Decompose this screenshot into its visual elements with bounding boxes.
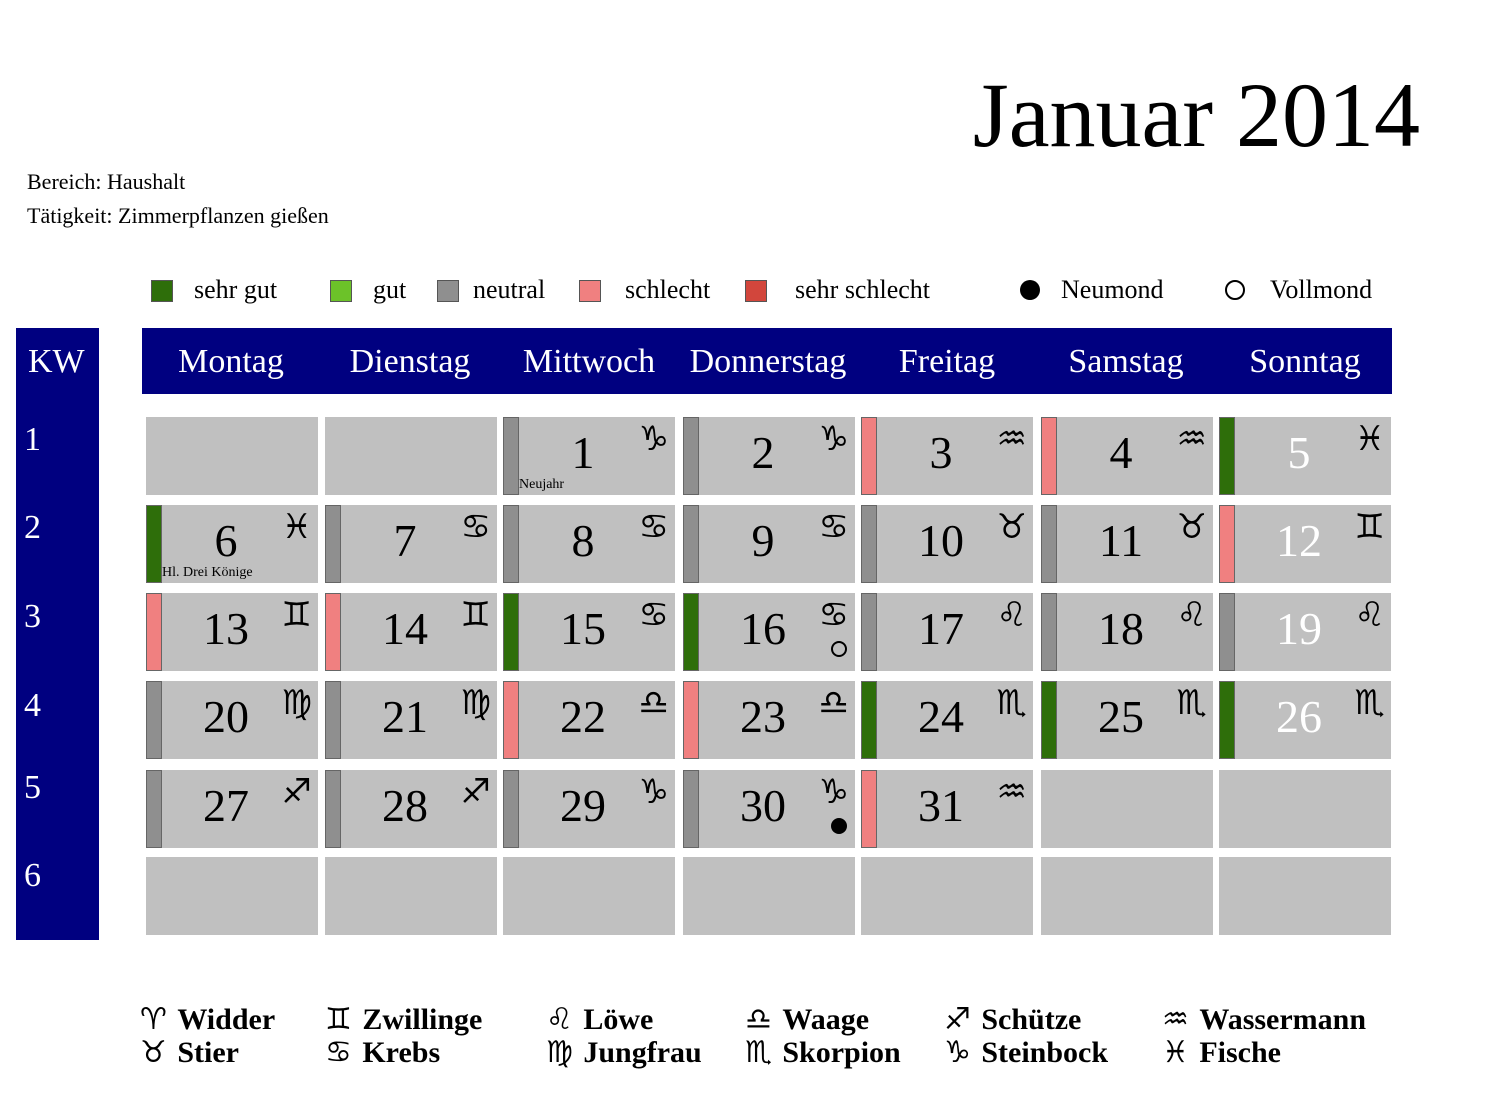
zodiac-sign-icon: ♊ [281, 595, 312, 635]
zodiac-sign-icon: ♋ [818, 507, 849, 547]
zodiac-sign-icon: ♏ [996, 683, 1027, 723]
day-cell[interactable] [146, 593, 318, 671]
zodiac-glyph-icon: ♑ [944, 1035, 982, 1070]
empty-day-cell [683, 857, 855, 935]
day-cell[interactable] [683, 417, 855, 495]
zodiac-name: Wassermann [1199, 1003, 1367, 1036]
rating-bar [503, 593, 519, 671]
zodiac-glyph-icon: ♌ [546, 1002, 584, 1037]
zodiac-name: Jungfrau [583, 1036, 702, 1069]
legend-label-schlecht: schlecht [625, 275, 711, 304]
day-cell[interactable] [1219, 505, 1391, 583]
holiday-label: Neujahr [519, 477, 565, 492]
day-number: 27 [203, 780, 249, 831]
zodiac-legend-item [1162, 1036, 1281, 1070]
new-moon-icon [831, 818, 847, 834]
zodiac-sign-icon: ♋ [460, 507, 491, 547]
zodiac-legend-item [140, 1036, 239, 1070]
day-cell[interactable] [325, 770, 497, 848]
day-number: 16 [740, 603, 786, 654]
day-number: 1 [571, 427, 595, 478]
day-number: 2 [751, 427, 775, 478]
day-number: 14 [382, 603, 428, 654]
rating-bar [325, 770, 341, 848]
weekday-samstag: Samstag [1068, 343, 1184, 380]
zodiac-sign-icon: ♓ [281, 507, 312, 547]
day-cell[interactable] [861, 681, 1033, 759]
zodiac-legend-item [745, 1036, 901, 1070]
zodiac-name: Zwillinge [362, 1003, 483, 1036]
zodiac-sign-icon: ♏ [1176, 683, 1207, 723]
zodiac-legend-item [745, 1003, 869, 1037]
zodiac-glyph-icon: ♐ [944, 1002, 982, 1037]
rating-bar [861, 417, 877, 495]
zodiac-sign-icon: ♎ [818, 683, 849, 723]
empty-day-cell [1219, 770, 1391, 848]
empty-day-cell [861, 857, 1033, 935]
rating-bar [861, 505, 877, 583]
rating-bar [1041, 417, 1057, 495]
day-cell[interactable] [325, 681, 497, 759]
day-cell[interactable] [861, 593, 1033, 671]
rating-bar [861, 593, 877, 671]
full-moon-icon [1225, 280, 1245, 300]
week-number: 4 [24, 687, 41, 724]
rating-bar [683, 593, 699, 671]
bereich-label: Bereich: Haushalt [27, 169, 186, 194]
day-number: 30 [740, 780, 786, 831]
legend-label-sehr-schlecht: sehr schlecht [795, 275, 931, 304]
day-number: 18 [1098, 603, 1144, 654]
day-cell[interactable] [1041, 417, 1213, 495]
legend-label-vollmond: Vollmond [1270, 275, 1373, 304]
rating-legend [0, 270, 1489, 310]
zodiac-sign-icon: ♍ [460, 683, 491, 723]
zodiac-sign-icon: ♑ [638, 419, 669, 459]
day-number: 29 [560, 780, 606, 831]
zodiac-sign-icon: ♋ [818, 595, 849, 635]
zodiac-legend-item [546, 1036, 702, 1070]
rating-bar [861, 770, 877, 848]
day-number: 5 [1287, 427, 1311, 478]
rating-bar [1041, 505, 1057, 583]
rating-bar [1219, 417, 1235, 495]
day-cell[interactable] [861, 417, 1033, 495]
empty-day-cell [325, 857, 497, 935]
day-cell[interactable] [503, 505, 675, 583]
day-number: 12 [1276, 515, 1322, 566]
zodiac-sign-icon: ♋ [638, 507, 669, 547]
day-number: 19 [1276, 603, 1322, 654]
rating-bar [1041, 681, 1057, 759]
zodiac-glyph-icon: ♈ [140, 1002, 178, 1037]
day-cell[interactable] [861, 505, 1033, 583]
zodiac-sign-icon: ♊ [460, 595, 491, 635]
day-number: 9 [751, 515, 775, 566]
zodiac-sign-icon: ♓ [1354, 419, 1385, 459]
day-cell[interactable] [146, 681, 318, 759]
zodiac-legend-item [944, 1036, 1108, 1070]
zodiac-glyph-icon: ♍ [546, 1035, 584, 1070]
zodiac-legend-item [1162, 1003, 1366, 1037]
zodiac-sign-icon: ♉ [1176, 507, 1207, 547]
zodiac-name: Widder [177, 1003, 276, 1036]
rating-bar [503, 417, 519, 495]
day-cell[interactable] [503, 681, 675, 759]
legend-label-neutral: neutral [473, 275, 546, 304]
zodiac-glyph-icon: ♓ [1162, 1035, 1200, 1070]
legend-swatch-gut [330, 280, 352, 302]
day-cell[interactable] [325, 593, 497, 671]
zodiac-glyph-icon: ♊ [325, 1002, 363, 1037]
rating-bar [861, 681, 877, 759]
holiday-label: Hl. Drei Könige [162, 565, 253, 580]
new-moon-icon [1020, 280, 1040, 300]
legend-swatch-schlecht [579, 280, 601, 302]
zodiac-sign-icon: ♑ [638, 772, 669, 812]
day-number: 17 [918, 603, 964, 654]
day-cell[interactable] [146, 770, 318, 848]
rating-bar [1219, 505, 1235, 583]
zodiac-name: Krebs [362, 1036, 441, 1069]
rating-bar [1041, 593, 1057, 671]
zodiac-legend-item [140, 1003, 275, 1037]
day-number: 24 [918, 691, 964, 742]
zodiac-name: Schütze [981, 1003, 1082, 1036]
kw-header: KW [28, 343, 85, 380]
week-number: 5 [24, 769, 41, 806]
zodiac-sign-icon: ♐ [281, 772, 312, 812]
day-cell[interactable] [1219, 593, 1391, 671]
zodiac-name: Fische [1199, 1036, 1281, 1069]
day-cell[interactable] [503, 417, 675, 495]
day-number: 8 [571, 515, 595, 566]
zodiac-name: Steinbock [981, 1036, 1109, 1069]
legend-swatch-sehr-gut [151, 280, 173, 302]
rating-bar [503, 770, 519, 848]
day-number: 10 [918, 515, 964, 566]
rating-bar [683, 417, 699, 495]
day-cell[interactable] [1041, 681, 1213, 759]
day-cell[interactable] [1041, 593, 1213, 671]
weekday-montag: Montag [178, 343, 284, 380]
zodiac-legend-item [325, 1003, 482, 1037]
day-number: 25 [1098, 691, 1144, 742]
week-number: 1 [24, 421, 41, 458]
zodiac-sign-icon: ♋ [638, 595, 669, 635]
day-cell[interactable] [683, 681, 855, 759]
zodiac-sign-icon: ♏ [1354, 683, 1385, 723]
day-cell[interactable] [1219, 681, 1391, 759]
day-number: 21 [382, 691, 428, 742]
day-number: 7 [393, 515, 417, 566]
zodiac-sign-icon: ♒ [996, 772, 1027, 812]
zodiac-sign-icon: ♌ [996, 595, 1027, 635]
day-cell[interactable] [146, 505, 318, 583]
zodiac-glyph-icon: ♒ [1162, 1002, 1200, 1037]
rating-bar [325, 505, 341, 583]
legend-label-neumond: Neumond [1061, 275, 1164, 304]
zodiac-sign-icon: ♎ [638, 683, 669, 723]
rating-bar [146, 505, 162, 583]
zodiac-sign-icon: ♑ [818, 419, 849, 459]
day-number: 23 [740, 691, 786, 742]
zodiac-sign-icon: ♉ [996, 507, 1027, 547]
zodiac-name: Waage [782, 1003, 870, 1036]
week-number: 6 [24, 857, 41, 894]
day-number: 4 [1109, 427, 1133, 478]
weekday-mittwoch: Mittwoch [522, 343, 656, 380]
weekday-dienstag: Dienstag [349, 343, 471, 380]
rating-bar [146, 770, 162, 848]
day-number: 28 [382, 780, 428, 831]
legend-label-sehr-gut: sehr gut [194, 275, 278, 304]
rating-bar [1219, 681, 1235, 759]
day-number: 6 [214, 515, 238, 566]
zodiac-legend-item [944, 1003, 1081, 1037]
zodiac-sign-icon: ♍ [281, 683, 312, 723]
rating-bar [683, 505, 699, 583]
empty-day-cell [325, 417, 497, 495]
day-cell[interactable] [503, 593, 675, 671]
legend-label-gut: gut [373, 275, 407, 304]
empty-day-cell [146, 857, 318, 935]
taetigkeit-label: Tätigkeit: Zimmerpflanzen gießen [27, 203, 329, 228]
week-number: 2 [24, 509, 41, 546]
day-cell[interactable] [503, 770, 675, 848]
page-title: Januar 2014 [972, 64, 1420, 166]
zodiac-sign-icon: ♌ [1176, 595, 1207, 635]
day-cell[interactable] [861, 770, 1033, 848]
empty-day-cell [146, 417, 318, 495]
weekday-donnerstag: Donnerstag [689, 343, 847, 380]
empty-day-cell [1041, 770, 1213, 848]
empty-day-cell [1219, 857, 1391, 935]
day-number: 26 [1276, 691, 1322, 742]
empty-day-cell [1041, 857, 1213, 935]
day-number: 20 [203, 691, 249, 742]
empty-day-cell [503, 857, 675, 935]
weekday-freitag: Freitag [898, 343, 996, 380]
rating-bar [325, 593, 341, 671]
day-cell[interactable] [325, 505, 497, 583]
day-number: 31 [918, 780, 964, 831]
zodiac-legend-item [546, 1003, 653, 1037]
day-number: 22 [560, 691, 606, 742]
zodiac-sign-icon: ♐ [460, 772, 491, 812]
rating-bar [683, 681, 699, 759]
zodiac-glyph-icon: ♋ [325, 1035, 363, 1070]
day-cell[interactable] [683, 593, 855, 671]
full-moon-icon [831, 641, 847, 657]
rating-bar [503, 681, 519, 759]
zodiac-name: Stier [177, 1036, 239, 1069]
zodiac-name: Löwe [583, 1003, 654, 1036]
rating-bar [325, 681, 341, 759]
zodiac-sign-icon: ♊ [1354, 507, 1385, 547]
day-cell[interactable] [1041, 505, 1213, 583]
rating-bar [1219, 593, 1235, 671]
zodiac-sign-icon: ♒ [1176, 419, 1207, 459]
zodiac-legend-item [325, 1036, 440, 1070]
day-number: 11 [1098, 515, 1144, 566]
day-number: 3 [929, 427, 953, 478]
zodiac-glyph-icon: ♏ [745, 1035, 783, 1070]
day-number: 13 [203, 603, 249, 654]
zodiac-glyph-icon: ♉ [140, 1035, 178, 1070]
legend-swatch-sehr-schlecht [745, 280, 767, 302]
day-cell[interactable] [683, 505, 855, 583]
zodiac-sign-icon: ♌ [1354, 595, 1385, 635]
rating-bar [146, 681, 162, 759]
week-number: 3 [24, 598, 41, 635]
weekday-sonntag: Sonntag [1249, 343, 1361, 380]
zodiac-name: Skorpion [782, 1036, 901, 1069]
rating-bar [146, 593, 162, 671]
zodiac-sign-icon: ♑ [818, 772, 849, 812]
day-number: 15 [560, 603, 606, 654]
zodiac-sign-icon: ♒ [996, 419, 1027, 459]
legend-swatch-neutral [437, 280, 459, 302]
day-cell[interactable] [1219, 417, 1391, 495]
rating-bar [503, 505, 519, 583]
day-cell[interactable] [683, 770, 855, 848]
zodiac-glyph-icon: ♎ [745, 1002, 783, 1037]
rating-bar [683, 770, 699, 848]
